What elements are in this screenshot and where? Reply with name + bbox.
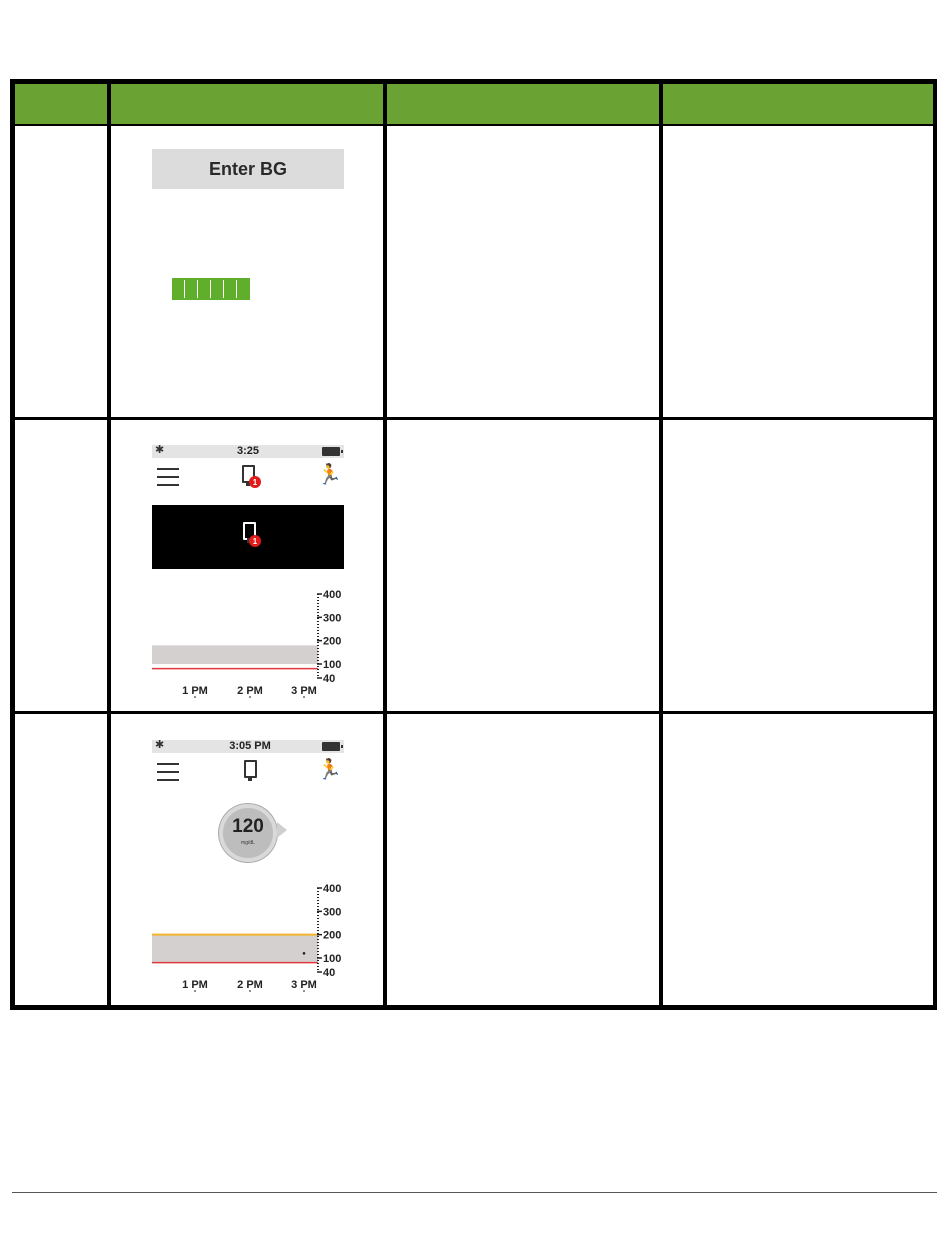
y-tick-label: 300 bbox=[323, 612, 342, 625]
row2-col4 bbox=[663, 420, 933, 711]
row1-col1 bbox=[15, 126, 107, 417]
header-cell-1 bbox=[15, 84, 107, 124]
battery-icon-2 bbox=[322, 742, 340, 751]
row2-col3 bbox=[387, 420, 659, 711]
progress-bar bbox=[172, 278, 250, 300]
x-tick-label: 1 PM bbox=[182, 685, 208, 697]
menu-icon[interactable] bbox=[157, 466, 179, 488]
row2-col1 bbox=[15, 420, 107, 711]
bg-reading-circle[interactable] bbox=[219, 804, 277, 862]
x-tick-label: 3 PM bbox=[291, 979, 317, 991]
x-tick-label: 3 PM bbox=[291, 685, 317, 697]
bg-unit: mg/dL bbox=[241, 840, 255, 846]
bluetooth-icon: ✱ bbox=[155, 444, 165, 456]
bluetooth-icon-2: ✱ bbox=[155, 739, 165, 751]
bg-value: 120 bbox=[232, 816, 264, 837]
row3-col4 bbox=[663, 714, 933, 1005]
y-tick-label: 100 bbox=[323, 659, 342, 671]
header-cell-4 bbox=[663, 84, 933, 124]
target-range-band bbox=[152, 935, 318, 963]
y-tick-label: 300 bbox=[323, 906, 342, 919]
trend-arrow-icon bbox=[277, 822, 287, 838]
menu-icon-2[interactable] bbox=[157, 761, 179, 783]
row1-col3 bbox=[387, 126, 659, 417]
footer-rule bbox=[12, 1192, 937, 1193]
y-tick-label: 100 bbox=[323, 953, 342, 965]
row3-col1 bbox=[15, 714, 107, 1005]
x-tick-label: 2 PM bbox=[237, 979, 263, 991]
notification-badge: 1 bbox=[249, 476, 261, 488]
y-tick-label: 200 bbox=[323, 929, 342, 942]
y-tick-label: 400 bbox=[323, 589, 342, 601]
row1-col4 bbox=[663, 126, 933, 417]
alert-badge: 1 bbox=[249, 535, 261, 547]
y-tick-label: 40 bbox=[323, 967, 336, 979]
meter-icon-2[interactable] bbox=[244, 760, 257, 778]
enter-bg-button[interactable]: Enter BG bbox=[152, 149, 344, 189]
status-time: 3:25 bbox=[236, 445, 260, 457]
x-tick-label: 2 PM bbox=[237, 685, 263, 697]
bg-trend-chart-2 bbox=[150, 882, 350, 998]
battery-icon bbox=[322, 447, 340, 456]
y-tick-label: 40 bbox=[323, 673, 336, 685]
running-person-icon-2[interactable]: 🏃 bbox=[317, 759, 342, 781]
y-tick-label: 400 bbox=[323, 883, 342, 895]
header-cell-2 bbox=[111, 84, 383, 124]
bg-trend-chart-1 bbox=[150, 588, 350, 704]
running-person-icon[interactable]: 🏃 bbox=[317, 464, 342, 486]
status-time-2: 3:05 PM bbox=[229, 740, 271, 752]
header-cell-3 bbox=[387, 84, 659, 124]
y-tick-label: 200 bbox=[323, 635, 342, 648]
bg-data-point bbox=[303, 952, 306, 955]
target-range-band bbox=[152, 645, 318, 664]
x-tick-label: 1 PM bbox=[182, 979, 208, 991]
row3-col3 bbox=[387, 714, 659, 1005]
